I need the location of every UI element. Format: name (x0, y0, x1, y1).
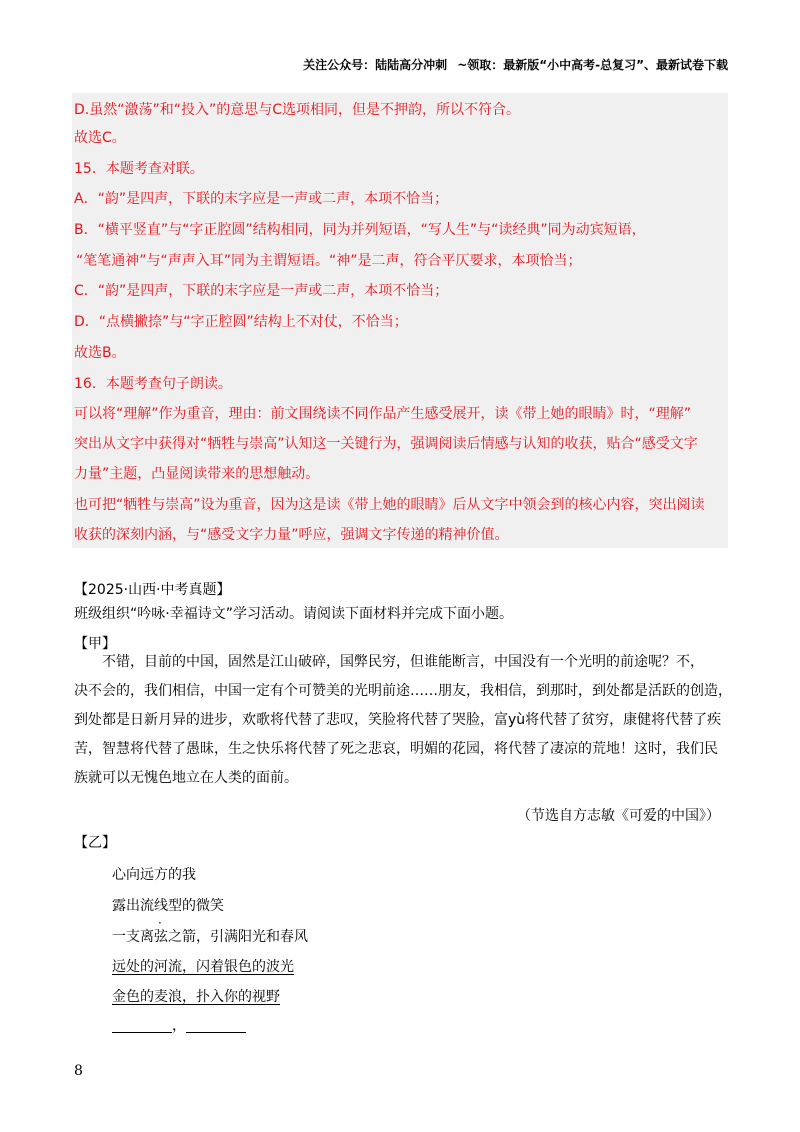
section-yi-label: 【乙】 (74, 835, 116, 851)
blank-separator: ， (172, 1018, 186, 1034)
answer-line: D．“点横撇捺”与“字正腔圆”结构上不对仗，不恰当； (74, 314, 408, 330)
passage-jia-source: （节选自方志敏《可爱的中国》） (517, 808, 720, 824)
answer-line: B．“横平竖直”与“字正腔圆”结构相同，同为并列短语，“写人生”与“读经典”同为动宾短语， (74, 222, 646, 238)
poem-line-3 (112, 926, 308, 946)
section-jia-label: 【甲】 (74, 636, 116, 652)
answer-blank-2[interactable] (186, 1018, 246, 1033)
page-number: 8 (74, 1063, 83, 1079)
answer-blank-1[interactable] (112, 1018, 172, 1033)
activity-instruction: 班级组织“吟咏·幸福诗文”学习活动。请阅读下面材料并完成下面小题。 (74, 606, 513, 622)
header-download-text: ~领取：最新版“小中高考-总复习”、最新试卷下载 (457, 58, 728, 72)
poem-line-3-part: 之箭，引满阳光和春风 (168, 929, 308, 945)
poem-line-4-underlined: 远处的河流，闪着银色的波光 (112, 959, 294, 975)
answer-line: 故选C。 (74, 130, 126, 146)
passage-jia-line: 族就可以无愧色地立在人类的面前。 (74, 770, 298, 786)
answer-line: 可以将“理解”作为重音，理由：前文围绕读不同作品产生感受展开，读《带上她的眼睛》时，“理解” (74, 406, 692, 422)
answer-line: D.虽然“激荡”和“投入”的意思与C选项相同，但是不押韵，所以不符合。 (74, 102, 521, 118)
poem-line-5-underlined: 金色的麦浪，扑入你的视野 (112, 989, 280, 1005)
page-header (303, 56, 728, 73)
poem-line-3-part: 一支离 (112, 929, 154, 945)
poem-fill-in-blanks (112, 1015, 246, 1035)
answer-line: “笔笔通神”与“声声入耳”同为主谓短语。“神”是二声，符合平仄要求，本项恰当； (76, 253, 582, 269)
header-wechat-text: 关注公众号：陆陆高分冲刺 (303, 58, 448, 72)
passage-jia-line: 到处都是日新月异的进步，欢歌将代替了悲叹，笑脸将代替了哭脸，富yù将代替了贫穷，康健将代替了疾 (74, 712, 722, 728)
emphasis-dot-char: 弦 (154, 929, 168, 945)
passage-jia (74, 648, 732, 793)
answer-line: 15．本题考查对联。 (74, 161, 204, 177)
passage-jia-line: 决不会的，我们相信，中国一定有个可赞美的光明前途……朋友，我相信，到那时，到处都是活跃的创造， (74, 683, 732, 699)
exam-source-tag: 【2025·山西·中考真题】 (74, 582, 231, 598)
answer-line: C．“韵”是四声，下联的末字应是一声或二声，本项不恰当； (74, 283, 449, 299)
answer-line: 故选B。 (74, 345, 126, 361)
answer-line: A．“韵”是四声，下联的末字应是一声或二声，本项不恰当； (74, 191, 449, 207)
answer-line: 也可把“牺牲与崇高”设为重音，因为这是读《带上她的眼睛》后从文字中领会到的核心内容，突出阅读 (74, 497, 705, 513)
passage-jia-line: 苦，智慧将代替了愚昧，生之快乐将代替了死之悲哀，明媚的花园，将代替了凄凉的荒地！这时，我们民 (74, 741, 718, 757)
poem-line-1: 心向远方的我 (112, 867, 196, 883)
answer-line: 突出从文字中获得对“牺牲与崇高”认知这一关键行为，强调阅读后情感与认知的收获，贴合“感受文字 (74, 436, 698, 452)
answer-line: 16．本题考查句子朗读。 (74, 376, 232, 392)
answer-line: 收获的深刻内涵，与“感受文字力量”呼应，强调文字传递的精神价值。 (74, 527, 509, 543)
answer-line: 力量”主题，凸显阅读带来的思想触动。 (74, 466, 320, 482)
passage-jia-line: 不错，目前的中国，固然是江山破碎，国弊民穷，但谁能断言，中国没有一个光明的前途呢？不， (102, 654, 704, 670)
poem-line-2: 露出流线型的微笑 (112, 898, 224, 914)
